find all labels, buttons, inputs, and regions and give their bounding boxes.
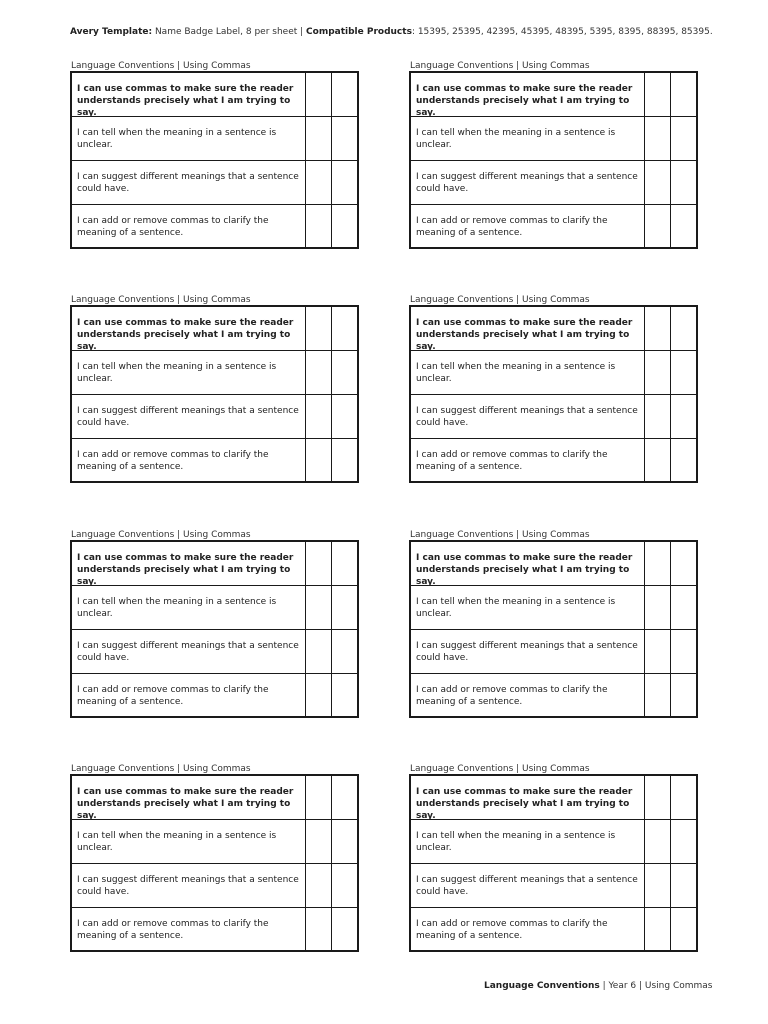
checklist-row: [72, 820, 357, 864]
checklist-row: [72, 395, 357, 439]
check-box-1[interactable]: [644, 161, 670, 204]
check-box-1[interactable]: [305, 586, 331, 629]
checklist-row: [72, 439, 357, 483]
check-box-1[interactable]: [644, 820, 670, 863]
check-box-1[interactable]: [305, 674, 331, 718]
checklist-statement: I can add or remove commas to clarify the meaning of a sentence.: [416, 450, 608, 472]
checklist-statement: I can tell when the meaning in a sentence is unclear.: [77, 831, 277, 853]
name-badge-label: [70, 530, 359, 750]
check-box-2[interactable]: [670, 205, 696, 249]
check-box-1[interactable]: [305, 205, 331, 249]
checklist-row: [72, 542, 357, 586]
checklist-statement: I can suggest different meanings that a sentence could have.: [77, 406, 299, 428]
check-box-1[interactable]: [305, 776, 331, 819]
label-title: Language Conventions | Using Commas: [410, 530, 590, 540]
check-box-2[interactable]: [670, 73, 696, 116]
check-box-2[interactable]: [670, 674, 696, 718]
name-badge-label: [409, 295, 698, 515]
compatible-products-label: Compatible Products: [306, 27, 412, 37]
checklist-statement: I can add or remove commas to clarify the meaning of a sentence.: [77, 216, 269, 238]
checklist-statement: I can suggest different meanings that a sentence could have.: [416, 172, 638, 194]
checklist-row: [72, 73, 357, 117]
check-box-1[interactable]: [305, 630, 331, 673]
check-box-2[interactable]: [670, 586, 696, 629]
check-box-2[interactable]: [670, 630, 696, 673]
check-box-2[interactable]: [331, 307, 357, 350]
checklist-row: [411, 73, 696, 117]
checklist-row: [72, 908, 357, 952]
checklist-row: [72, 630, 357, 674]
checklist-statement: I can add or remove commas to clarify the meaning of a sentence.: [416, 919, 608, 941]
checklist-table: [70, 774, 359, 952]
check-box-2[interactable]: [670, 820, 696, 863]
checklist-row: [411, 395, 696, 439]
checklist-table: [409, 71, 698, 249]
check-box-2[interactable]: [670, 542, 696, 585]
checklist-statement: I can add or remove commas to clarify the meaning of a sentence.: [416, 685, 608, 707]
check-box-2[interactable]: [331, 117, 357, 160]
label-title: Language Conventions | Using Commas: [410, 764, 590, 774]
compatible-products-value: : 15395, 25395, 42395, 45395, 48395, 5395, 8395, 88395, 85395.: [411, 27, 713, 37]
check-box-2[interactable]: [331, 776, 357, 819]
checklist-row: [411, 630, 696, 674]
checklist-statement: I can suggest different meanings that a sentence could have.: [416, 641, 638, 663]
check-box-2[interactable]: [670, 395, 696, 438]
check-box-2[interactable]: [331, 864, 357, 907]
checklist-statement: I can tell when the meaning in a sentence is unclear.: [77, 128, 277, 150]
checklist-row: [72, 864, 357, 908]
check-box-1[interactable]: [644, 586, 670, 629]
check-box-2[interactable]: [331, 205, 357, 249]
check-box-2[interactable]: [331, 586, 357, 629]
check-box-1[interactable]: [644, 395, 670, 438]
checklist-row: [411, 205, 696, 249]
checklist-statement: I can tell when the meaning in a sentence is unclear.: [416, 128, 616, 150]
check-box-2[interactable]: [670, 351, 696, 394]
name-badge-label: [70, 61, 359, 281]
check-box-1[interactable]: [644, 439, 670, 483]
check-box-2[interactable]: [670, 117, 696, 160]
checklist-row: [411, 674, 696, 718]
check-box-2[interactable]: [670, 439, 696, 483]
checklist-statement: I can use commas to make sure the reader understands precisely what I am trying to say.: [416, 553, 633, 587]
checklist-statement: I can use commas to make sure the reader understands precisely what I am trying to say.: [77, 553, 294, 587]
checklist-statement: I can add or remove commas to clarify the meaning of a sentence.: [77, 919, 269, 941]
avery-template-header: [70, 27, 750, 37]
checklist-statement: I can add or remove commas to clarify the meaning of a sentence.: [77, 685, 269, 707]
checklist-statement: I can use commas to make sure the reader understands precisely what I am trying to say.: [77, 84, 294, 118]
name-badge-label: [70, 764, 359, 984]
label-title: Language Conventions | Using Commas: [410, 295, 590, 305]
checklist-row: [411, 439, 696, 483]
check-box-1[interactable]: [644, 205, 670, 249]
check-box-2[interactable]: [670, 307, 696, 350]
checklist-row: [411, 586, 696, 630]
checklist-row: [411, 351, 696, 395]
check-box-2[interactable]: [331, 674, 357, 718]
check-box-1[interactable]: [305, 117, 331, 160]
footer-subject: Language Conventions: [484, 981, 600, 991]
checklist-row: [411, 864, 696, 908]
checklist-row: [411, 820, 696, 864]
checklist-row: [72, 117, 357, 161]
label-title: Language Conventions | Using Commas: [71, 764, 251, 774]
label-title: Language Conventions | Using Commas: [71, 295, 251, 305]
check-box-2[interactable]: [670, 776, 696, 819]
checklist-statement: I can use commas to make sure the reader understands precisely what I am trying to say.: [77, 318, 294, 352]
checklist-row: [72, 307, 357, 351]
checklist-statement: I can tell when the meaning in a sentence is unclear.: [77, 597, 277, 619]
checklist-statement: I can tell when the meaning in a sentence is unclear.: [416, 831, 616, 853]
label-title: Language Conventions | Using Commas: [71, 61, 251, 71]
check-box-1[interactable]: [305, 820, 331, 863]
checklist-table: [70, 71, 359, 249]
checklist-row: [411, 307, 696, 351]
checklist-statement: I can tell when the meaning in a sentence is unclear.: [416, 362, 616, 384]
checklist-table: [409, 305, 698, 483]
checklist-row: [72, 586, 357, 630]
check-box-1[interactable]: [644, 307, 670, 350]
checklist-table: [70, 540, 359, 718]
checklist-statement: I can suggest different meanings that a sentence could have.: [416, 875, 638, 897]
name-badge-label: [409, 61, 698, 281]
checklist-row: [72, 674, 357, 718]
checklist-table: [409, 774, 698, 952]
checklist-row: [72, 776, 357, 820]
checklist-statement: I can use commas to make sure the reader understands precisely what I am trying to say.: [416, 84, 633, 118]
check-box-1[interactable]: [644, 908, 670, 952]
checklist-row: [411, 542, 696, 586]
label-title: Language Conventions | Using Commas: [410, 61, 590, 71]
checklist-statement: I can suggest different meanings that a sentence could have.: [416, 406, 638, 428]
check-box-1[interactable]: [644, 542, 670, 585]
footer-details: | Year 6 | Using Commas: [599, 981, 713, 991]
checklist-row: [411, 908, 696, 952]
check-box-1[interactable]: [305, 351, 331, 394]
check-box-2[interactable]: [331, 908, 357, 952]
avery-template-label: Avery Template:: [70, 27, 153, 37]
checklist-statement: I can suggest different meanings that a sentence could have.: [77, 172, 299, 194]
check-box-1[interactable]: [305, 161, 331, 204]
check-box-2[interactable]: [331, 395, 357, 438]
checklist-statement: I can add or remove commas to clarify the meaning of a sentence.: [416, 216, 608, 238]
check-box-2[interactable]: [331, 630, 357, 673]
checklist-row: [72, 351, 357, 395]
check-box-1[interactable]: [305, 439, 331, 483]
avery-template-value: Name Badge Label, 8 per sheet |: [152, 27, 307, 37]
check-box-1[interactable]: [305, 307, 331, 350]
checklist-table: [70, 305, 359, 483]
checklist-statement: I can use commas to make sure the reader understands precisely what I am trying to say.: [77, 787, 294, 821]
checklist-row: [72, 205, 357, 249]
check-box-1[interactable]: [644, 73, 670, 116]
name-badge-label: [409, 764, 698, 984]
check-box-1[interactable]: [305, 395, 331, 438]
page-footer: [484, 981, 712, 991]
checklist-row: [411, 161, 696, 205]
check-box-1[interactable]: [644, 864, 670, 907]
name-badge-label: [409, 530, 698, 750]
checklist-row: [411, 117, 696, 161]
check-box-2[interactable]: [331, 542, 357, 585]
checklist-statement: I can use commas to make sure the reader understands precisely what I am trying to say.: [416, 318, 633, 352]
checklist-statement: I can tell when the meaning in a sentence is unclear.: [77, 362, 277, 384]
checklist-statement: I can tell when the meaning in a sentence is unclear.: [416, 597, 616, 619]
checklist-statement: I can use commas to make sure the reader understands precisely what I am trying to say.: [416, 787, 633, 821]
check-box-2[interactable]: [331, 439, 357, 483]
name-badge-label: [70, 295, 359, 515]
checklist-row: [411, 776, 696, 820]
checklist-table: [409, 540, 698, 718]
check-box-2[interactable]: [670, 161, 696, 204]
checklist-statement: I can add or remove commas to clarify the meaning of a sentence.: [77, 450, 269, 472]
check-box-2[interactable]: [670, 864, 696, 907]
check-box-2[interactable]: [331, 820, 357, 863]
check-box-2[interactable]: [331, 351, 357, 394]
check-box-1[interactable]: [644, 776, 670, 819]
check-box-1[interactable]: [644, 351, 670, 394]
check-box-1[interactable]: [305, 73, 331, 116]
check-box-2[interactable]: [670, 908, 696, 952]
check-box-2[interactable]: [331, 161, 357, 204]
check-box-1[interactable]: [644, 630, 670, 673]
check-box-2[interactable]: [331, 73, 357, 116]
checklist-statement: I can suggest different meanings that a sentence could have.: [77, 641, 299, 663]
check-box-1[interactable]: [644, 117, 670, 160]
checklist-statement: I can suggest different meanings that a sentence could have.: [77, 875, 299, 897]
label-title: Language Conventions | Using Commas: [71, 530, 251, 540]
checklist-row: [72, 161, 357, 205]
check-box-1[interactable]: [305, 542, 331, 585]
check-box-1[interactable]: [305, 864, 331, 907]
check-box-1[interactable]: [305, 908, 331, 952]
check-box-1[interactable]: [644, 674, 670, 718]
